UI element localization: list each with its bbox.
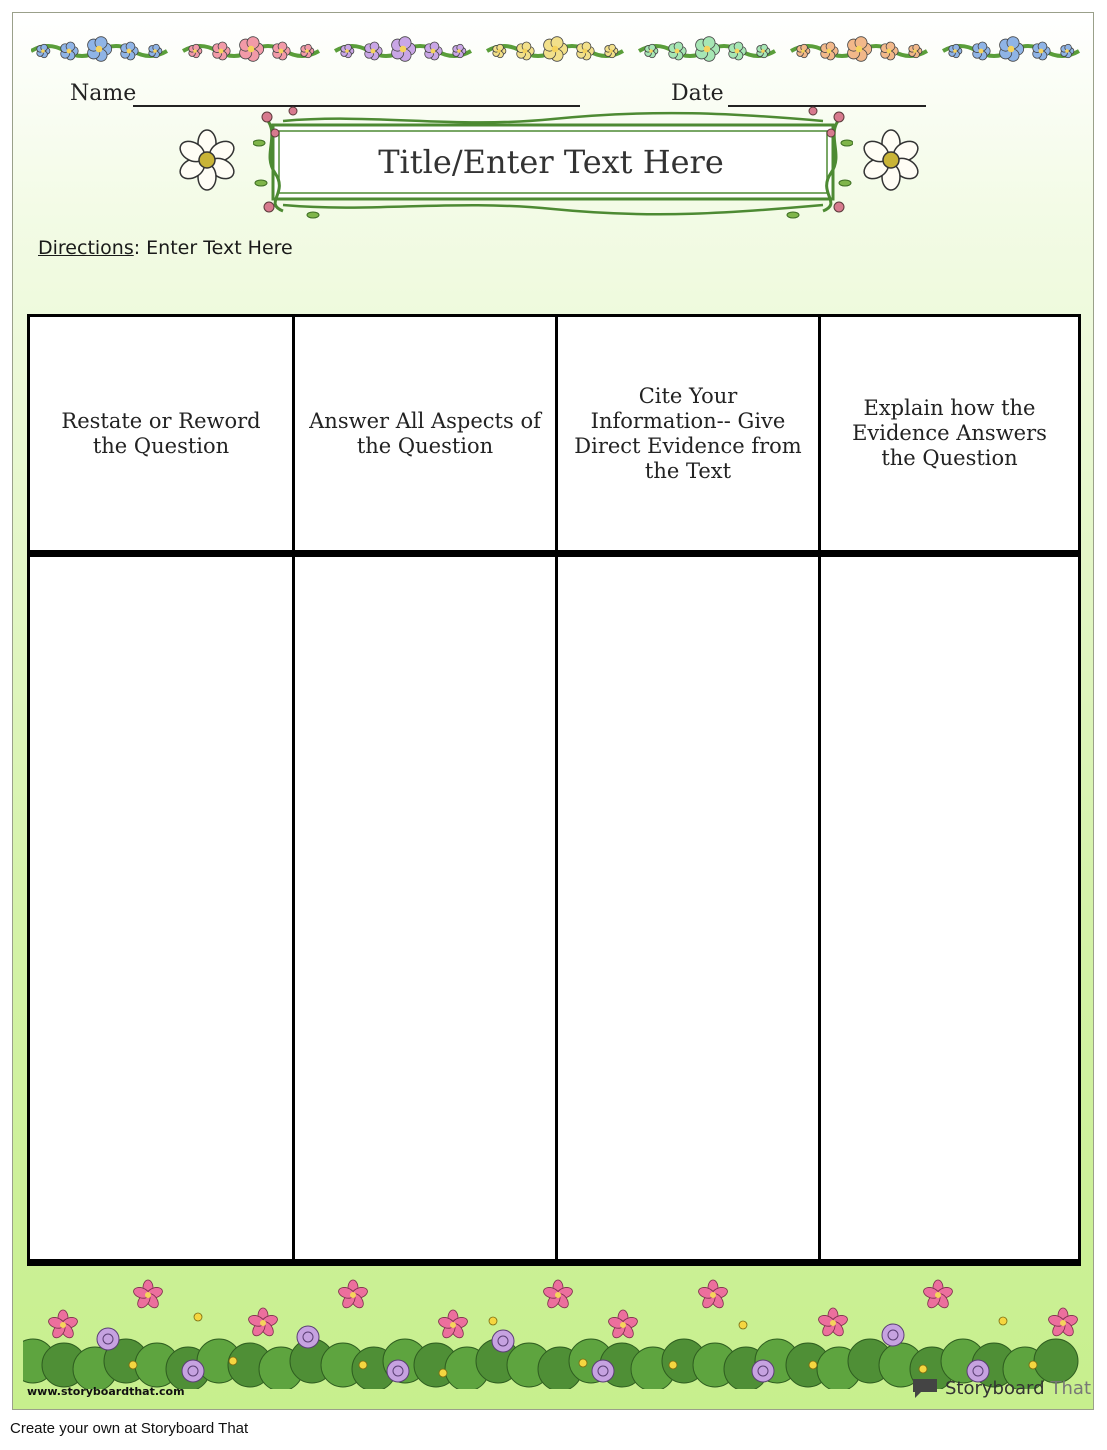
website-text: www.storyboardthat.com: [27, 1385, 185, 1398]
daisy-icon: [860, 129, 922, 191]
speech-bubble-icon: [911, 1377, 939, 1399]
column-header-restate: Restate or Reword the Question: [61, 408, 261, 458]
column-divider: [292, 317, 295, 1263]
create-your-own-link[interactable]: Create your own at Storyboard That: [10, 1420, 249, 1437]
worksheet-page: [12, 12, 1094, 1410]
column-divider: [555, 317, 558, 1263]
directions-label: Directions: [38, 237, 134, 259]
header-divider: [30, 550, 1078, 557]
response-cell-restate[interactable]: [30, 557, 292, 1255]
column-header-answer: Answer All Aspects of the Question: [309, 408, 541, 458]
directions-line: [38, 237, 293, 259]
brand-storyboard: Storyboard: [945, 1377, 1045, 1399]
brand-that: That: [1050, 1377, 1092, 1399]
worksheet-title[interactable]: Title/Enter Text Here: [378, 143, 724, 181]
response-cell-explain[interactable]: [821, 557, 1078, 1255]
name-label: Name: [70, 81, 137, 106]
daisy-icon: [176, 129, 238, 191]
column-header-explain: Explain how the Evidence Answers the Question: [852, 396, 1047, 470]
column-header-cite: Cite Your Information-- Give Direct Evidence from the Text: [574, 383, 802, 483]
flower-bush-decoration: [23, 1273, 1085, 1389]
flower-garland-decoration: [31, 31, 1095, 71]
response-table: [27, 314, 1081, 1266]
date-label: Date: [671, 81, 724, 106]
response-cell-cite[interactable]: [558, 557, 818, 1255]
directions-text[interactable]: : Enter Text Here: [133, 237, 293, 259]
storyboardthat-logo: [911, 1377, 1091, 1399]
column-divider: [818, 317, 821, 1263]
response-cell-answer[interactable]: [295, 557, 555, 1255]
table-bottom-border: [30, 1259, 1078, 1263]
